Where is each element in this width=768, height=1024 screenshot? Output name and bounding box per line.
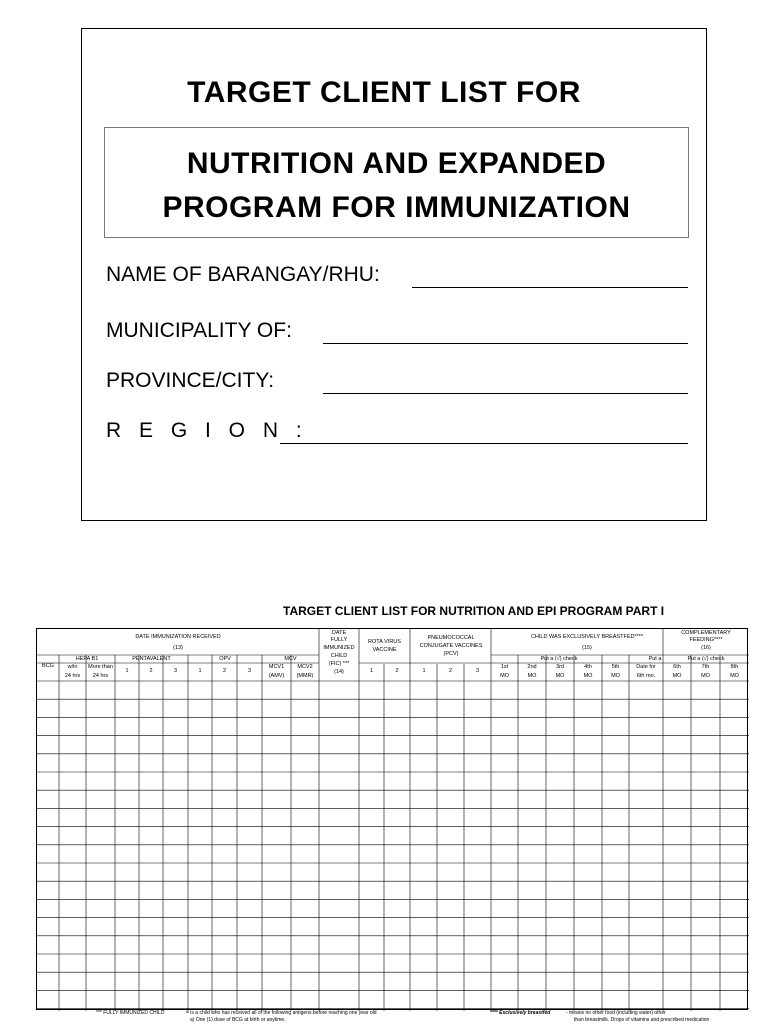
- hdr-fic-4: CHILD: [330, 653, 348, 659]
- hdr-opv: OPV: [219, 656, 231, 662]
- table-title: TARGET CLIENT LIST FOR NUTRITION AND EPI PROGRAM PART I: [283, 604, 665, 618]
- hdr-mo3-a: 3rd: [556, 664, 564, 670]
- hdr-hepa-m2: 24 hrs: [92, 673, 109, 679]
- hdr-pcv-2: CONJUGATE VACCINES: [419, 643, 483, 649]
- hdr-pcv-2-num: 2: [448, 668, 453, 674]
- hdr-penta-1: 1: [125, 668, 129, 674]
- hdr-mo5-b: MO: [611, 673, 620, 679]
- hdr-mo5-a: 5th: [611, 664, 620, 670]
- hdr-mo8-b: MO: [730, 673, 739, 679]
- hdr-pcv-1: PNEUMOCOCCAL: [427, 635, 475, 641]
- hdr-mo4-a: 4th: [584, 664, 592, 670]
- hdr-hepa: HEPA B1: [75, 656, 99, 662]
- hdr-fic-3: IMMUNIZED: [323, 645, 355, 651]
- hdr-put-a: Put a: [648, 656, 662, 662]
- hdr-opv-1: 1: [198, 668, 202, 674]
- hdr-date6-b: 6th mo.: [636, 673, 656, 679]
- hdr-breastfed: CHILD WAS EXCLUSIVELY BREASTFED****: [530, 634, 644, 640]
- hdr-rota-2: VACCINE: [372, 647, 397, 653]
- hdr-fic-5: (FIC) ***: [328, 661, 350, 667]
- hdr-penta-3: 3: [173, 668, 178, 674]
- footer-fic-def: = is a child who has received all of the following antigens before reaching one year old: [186, 1010, 377, 1016]
- program-title-line1: NUTRITION AND EXPANDED: [186, 147, 607, 180]
- program-title-line2: PROGRAM FOR IMMUNIZATION: [162, 191, 631, 224]
- hdr-mcv: MCV: [284, 656, 297, 662]
- hdr-hepa-m1: More than: [88, 664, 113, 670]
- hdr-mo2-b: MO: [527, 673, 537, 679]
- hdr-date-immunization: DATE IMMUNIZATION RECEIVED: [135, 634, 221, 640]
- hdr-mo8-a: 8th: [730, 664, 739, 670]
- hdr-pcv-3-num: 3: [475, 668, 480, 674]
- barangay-label: NAME OF BARANGAY/RHU:: [106, 263, 380, 286]
- province-field[interactable]: [323, 393, 688, 394]
- municipality-field[interactable]: [323, 343, 688, 344]
- hdr-mo7-a: 7th: [701, 664, 710, 670]
- hdr-penta: PENTAVALENT: [132, 656, 171, 662]
- barangay-field[interactable]: [412, 287, 688, 288]
- hdr-mo6-b: MO: [672, 673, 682, 679]
- hdr-mcv1-a: MCV1: [268, 664, 285, 670]
- hdr-col16: (16): [701, 645, 711, 651]
- hdr-mo2-a: 2nd: [527, 664, 537, 670]
- hdr-mo1-a: 1st: [500, 664, 509, 670]
- hdr-mo7-b: MO: [701, 673, 710, 679]
- hdr-complementary-2: FEEDING****: [689, 637, 723, 643]
- hdr-rota-1-num: 1: [369, 668, 374, 674]
- hdr-mo6-a: 6th: [673, 664, 681, 670]
- footer-eb-def: - means no other food (including water) other: [566, 1010, 666, 1016]
- hdr-mo4-b: MO: [583, 673, 593, 679]
- footer-fic-a: a) One (1) dose of BCG at birth or anytime,: [190, 1017, 286, 1023]
- hdr-pcv-1-num: 1: [422, 668, 426, 674]
- hdr-rota-2-num: 2: [395, 668, 399, 674]
- region-field[interactable]: [280, 443, 688, 444]
- hdr-opv-3: 3: [247, 668, 252, 674]
- hdr-mcv2-a: MCV2: [297, 664, 313, 670]
- hdr-fic-2: FULLY: [330, 637, 348, 643]
- hdr-rota-1: ROTA VIRUS: [368, 639, 401, 645]
- hdr-date6-a: Date for: [636, 664, 656, 670]
- hdr-pcv-3: (PCV): [443, 651, 459, 657]
- region-label: R E G I O N :: [106, 419, 308, 442]
- municipality-label: MUNICIPALITY OF:: [106, 319, 292, 342]
- hdr-hepa-w1: w/in: [67, 664, 78, 670]
- hdr-mcv1-b: (AMV): [268, 673, 285, 679]
- hdr-put-check: Put a (√) check: [540, 656, 578, 662]
- hdr-fic-1: DATE: [331, 630, 347, 636]
- cover-title: TARGET CLIENT LIST FOR: [187, 76, 581, 109]
- hdr-opv-2: 2: [222, 668, 227, 674]
- hdr-col14: (14): [334, 669, 344, 675]
- hdr-mcv2-b: (MMR): [296, 673, 314, 679]
- footer-fic-label: *** FULLY IMMUNIZED CHILD: [96, 1010, 165, 1016]
- footer-eb-def2: than breastmilk. Drops of vitamins and prescribed medication: [574, 1017, 710, 1023]
- hdr-mo3-b: MO: [555, 673, 565, 679]
- table-grid-lines: [37, 629, 749, 1011]
- hdr-complementary-1: COMPLEMENTARY: [681, 630, 731, 636]
- footer-eb-label: **** Exclusively breastfed: [490, 1010, 551, 1016]
- hdr-col15: (15): [582, 645, 592, 651]
- hdr-put-check2: Put a (√) check: [687, 656, 725, 662]
- client-list-table: [36, 628, 748, 1010]
- province-label: PROVINCE/CITY:: [106, 369, 275, 392]
- hdr-col13: (13): [173, 645, 183, 651]
- program-title-box: [104, 127, 689, 238]
- hdr-bcg: BCG: [42, 663, 54, 669]
- hdr-mo1-b: MO: [500, 673, 509, 679]
- hdr-hepa-w2: 24 hrs: [64, 673, 81, 679]
- hdr-penta-2: 2: [149, 668, 153, 674]
